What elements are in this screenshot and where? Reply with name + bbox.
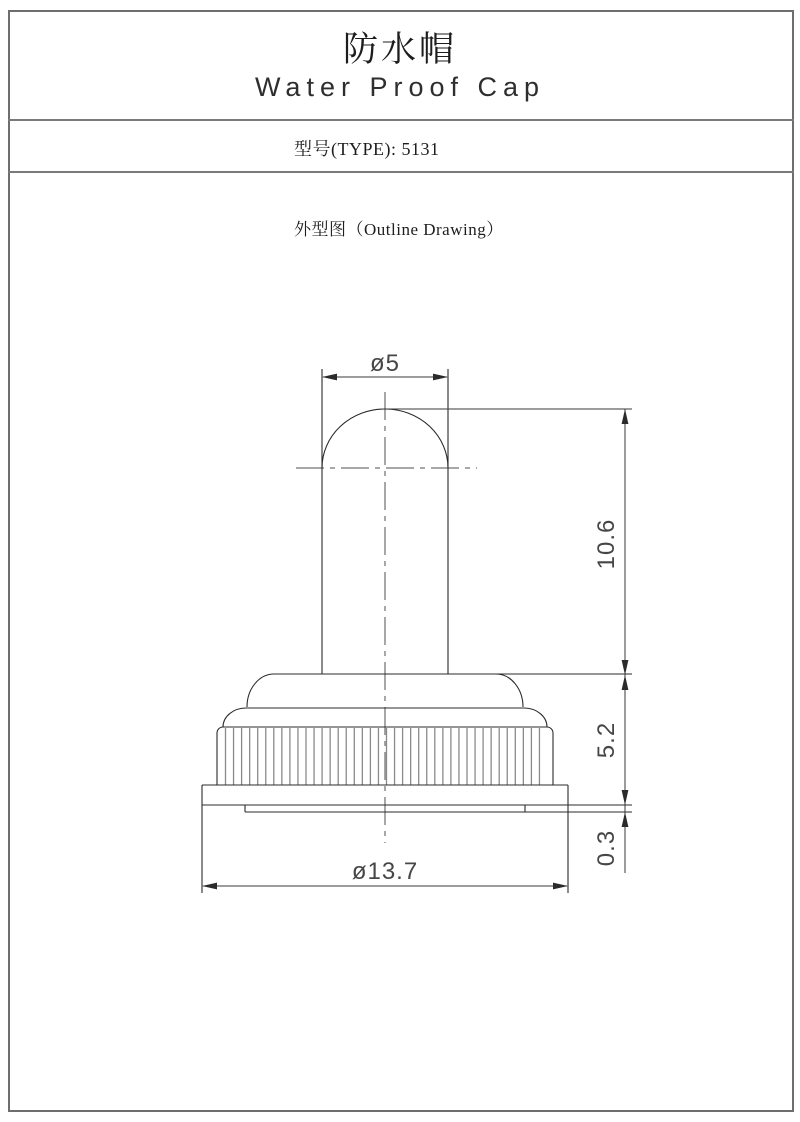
dim-base-diameter (202, 858, 568, 889)
dim-base-height (593, 675, 628, 805)
page-title-english: Water Proof Cap (254, 72, 546, 102)
arrow-right-icon (553, 883, 568, 890)
dim-flange-thickness-label: 0.3 (593, 829, 620, 867)
knurl-ribs (226, 728, 540, 785)
dim-stem-diameter-label: ø5 (369, 350, 401, 377)
cap-outline (202, 369, 632, 893)
dim-flange-thickness (593, 812, 628, 866)
dim-stem-diameter (322, 350, 448, 380)
arrow-down-icon (622, 660, 629, 675)
outline-drawing-label: 外型图（Outline Drawing） (294, 220, 504, 239)
arrow-down-icon (622, 790, 629, 805)
arrow-left-icon (322, 374, 337, 381)
arrow-up-icon (622, 409, 629, 424)
arrow-left-icon (202, 883, 217, 890)
arrow-up-icon (622, 812, 629, 827)
type-number-text: 型号(TYPE): 5131 (294, 139, 440, 159)
dim-stem-height (593, 409, 628, 675)
dim-vertical-chain (593, 409, 628, 873)
dim-base-height-label: 5.2 (593, 721, 620, 759)
page-title-chinese: 防水帽 (342, 30, 457, 69)
dim-base-diameter-label: ø13.7 (351, 858, 419, 885)
arrow-right-icon (433, 374, 448, 381)
shoulder-left-corner (247, 674, 274, 707)
arrow-up-icon (622, 675, 629, 690)
shoulder-right-corner (496, 674, 523, 707)
dim-stem-height-label: 10.6 (593, 518, 620, 570)
